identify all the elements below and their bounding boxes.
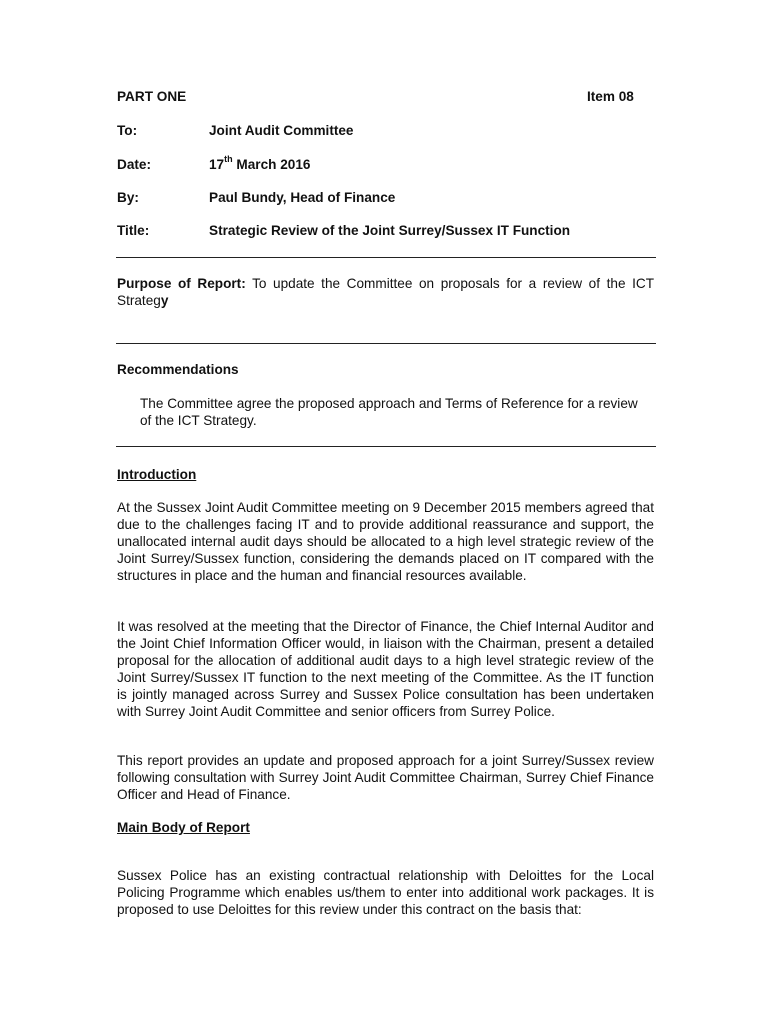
purpose-label: Purpose of Report:	[117, 276, 246, 291]
purpose-of-report	[117, 275, 654, 309]
divider-3	[116, 446, 656, 447]
by-value: Paul Bundy, Head of Finance	[209, 190, 396, 205]
main-body-heading: Main Body of Report	[117, 820, 250, 835]
date-month-year: March 2016	[232, 157, 311, 172]
title-label: Title:	[117, 223, 150, 238]
to-label: To:	[117, 123, 138, 138]
date-day: 17	[209, 157, 225, 172]
introduction-heading: Introduction	[117, 467, 197, 482]
title-value: Strategic Review of the Joint Surrey/Sussex IT Function	[209, 223, 571, 238]
purpose-text: To update the Committee on proposals for a review of the ICT Strateg	[117, 276, 654, 308]
introduction-paragraph-2: It was resolved at the meeting that the Director of Finance, the Chief Internal Auditor and the Joint Chief Information Officer would, in liaison with the Chairman, present a detailed proposal for the allocation of additional audit days to a high level strategic review of the Joint Surrey/Sussex IT function to the next meeting of the Committee. As the IT function is jointly managed across Surrey and Sussex Police consultation has been undertaken with Surrey Joint Audit Committee and senior officers from Surrey Police.	[117, 619, 654, 719]
item-number: Item 08	[587, 89, 634, 104]
recommendations-heading: Recommendations	[117, 362, 239, 377]
purpose-last-letter: y	[160, 293, 169, 308]
divider-2	[116, 343, 656, 344]
date-value	[209, 156, 310, 173]
part-label: PART ONE	[117, 89, 187, 104]
date-suffix: th	[224, 154, 233, 165]
main-body-paragraph-1: Sussex Police has an existing contractual relationship with Deloittes for the Local Policing Programme which enables us/them to enter into additional work packages. It is proposed to use Deloittes for this review under this contract on the basis that:	[117, 868, 654, 917]
to-value: Joint Audit Committee	[209, 123, 354, 138]
recommendations-text: The Committee agree the proposed approach and Terms of Reference for a review of the ICT Strategy.	[140, 396, 638, 428]
introduction-paragraph-1: At the Sussex Joint Audit Committee meeting on 9 December 2015 members agreed that due to the challenges facing IT and to provide additional reassurance and support, the unallocated internal audit days should be allocated to a high level strategic review of the Joint Surrey/Sussex function, considering the demands placed on IT compared with the structures in place and the human and financial resources available.	[117, 500, 654, 583]
by-label: By:	[117, 190, 139, 205]
date-label: Date:	[117, 157, 151, 172]
divider-1	[116, 257, 656, 258]
introduction-paragraph-3: This report provides an update and proposed approach for a joint Surrey/Sussex review following consultation with Surrey Joint Audit Committee Chairman, Surrey Chief Finance Officer and Head of Finance.	[117, 753, 654, 802]
